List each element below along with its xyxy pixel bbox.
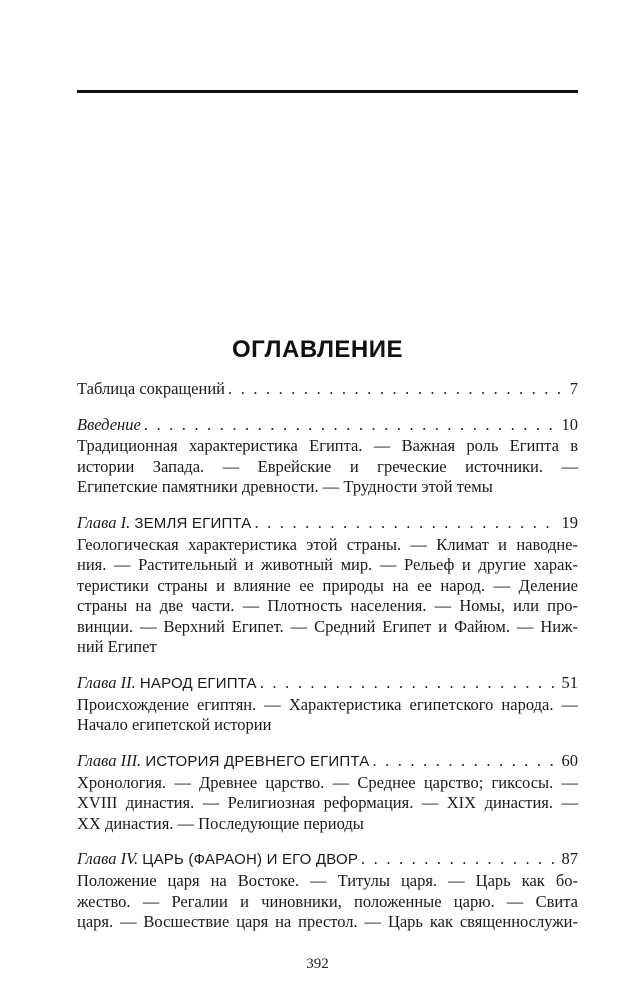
description-line: царя. — Восшествие царя на престол. — Царь как священнослужи- <box>77 912 578 931</box>
toc-entry-page: 60 <box>561 750 578 770</box>
description-line: Традиционная характеристика Египта. — Важная роль Египта в <box>77 436 578 455</box>
description-line: Геологическая характеристика этой страны. — Климат и наводне- <box>77 534 578 554</box>
toc-entry-title: ЗЕМЛЯ ЕГИПТА <box>134 514 252 532</box>
dot-leader <box>228 378 567 400</box>
toc-entry-head <box>77 672 578 695</box>
dot-leader <box>260 672 559 694</box>
toc-entry-description <box>77 436 578 498</box>
toc-entry-label: Глава IV. <box>77 849 139 868</box>
toc-entry-description <box>77 871 578 933</box>
description-line: страны на две части. — Плотность населения. — Номы, или про- <box>77 596 578 615</box>
toc-entry-page: 19 <box>561 512 578 532</box>
toc-entry-title: Таблица сокращений <box>77 379 226 398</box>
dot-leader <box>372 750 558 772</box>
toc-entry-head <box>77 414 578 436</box>
toc-entry-title: ИСТОРИЯ ДРЕВНЕГО ЕГИПТА <box>145 752 370 770</box>
description-line: винции. — Верхний Египет. — Средний Египет и Файюм. — Ниж- <box>77 616 578 636</box>
description-line: жество. — Регалии и чиновники, положенные царю. — Свита <box>77 891 578 911</box>
toc-entry-label: Введение <box>77 415 141 434</box>
description-line: Положение царя на Востоке. — Титулы царя. — Царь как бо- <box>77 871 578 890</box>
toc-entry-title: ЦАРЬ (ФАРАОН) И ЕГО ДВОР <box>142 851 359 868</box>
toc-entry-description <box>77 773 578 835</box>
toc-entry-page: 7 <box>569 379 578 398</box>
toc-entry-chapter-1[interactable] <box>77 512 578 658</box>
dot-leader <box>144 414 559 436</box>
toc-entry-abbreviations[interactable] <box>77 378 578 400</box>
description-line: Хронология. — Древнее царство. — Среднее царство; гиксосы. — <box>77 772 578 792</box>
toc-entry-chapter-2[interactable] <box>77 672 578 736</box>
toc-entry-head <box>77 378 578 400</box>
toc-entry-label: Глава III. <box>77 750 142 770</box>
description-line: теристики страны и влияние ее природы на ее народ. — Деление <box>77 575 578 595</box>
description-line: ний Египет <box>77 637 157 656</box>
toc-entry-head <box>77 750 578 773</box>
description-line: XX династия. — Последующие периоды <box>77 813 364 833</box>
description-line: ния. — Растительный и животный мир. — Рельеф и другие харак- <box>77 555 578 574</box>
description-line: Происхождение египтян. — Характеристика египетского народа. — <box>77 694 578 714</box>
toc-entry-description <box>77 535 578 658</box>
toc-entry-label: Глава I. <box>77 512 131 532</box>
top-rule <box>77 90 578 93</box>
toc-entry-title: НАРОД ЕГИПТА <box>139 674 257 692</box>
toc-entry-description <box>77 695 578 736</box>
dot-leader <box>255 512 559 534</box>
toc-heading: ОГЛАВЛЕНИЕ <box>231 336 404 363</box>
toc-entry-head <box>77 512 578 535</box>
toc-entry-page: 87 <box>561 849 578 868</box>
description-line: истории Запада. — Еврейские и греческие источники. — <box>77 456 578 476</box>
table-of-contents <box>77 378 578 947</box>
description-line: Египетские памятники древности. — Трудности этой темы <box>77 477 493 496</box>
toc-entry-chapter-3[interactable] <box>77 750 578 835</box>
description-line: Начало египетской истории <box>77 715 272 734</box>
page-number: 392 <box>306 956 329 972</box>
toc-entry-introduction[interactable] <box>77 414 578 498</box>
toc-entry-page: 10 <box>561 415 578 434</box>
toc-entry-label: Глава II. <box>77 672 136 692</box>
description-line: XVIII династия. — Религиозная реформация. — XIX династия. — <box>77 793 578 812</box>
toc-entry-head <box>77 848 578 871</box>
toc-entry-page: 51 <box>561 672 578 692</box>
dot-leader <box>361 848 558 870</box>
toc-entry-chapter-4[interactable] <box>77 848 578 933</box>
